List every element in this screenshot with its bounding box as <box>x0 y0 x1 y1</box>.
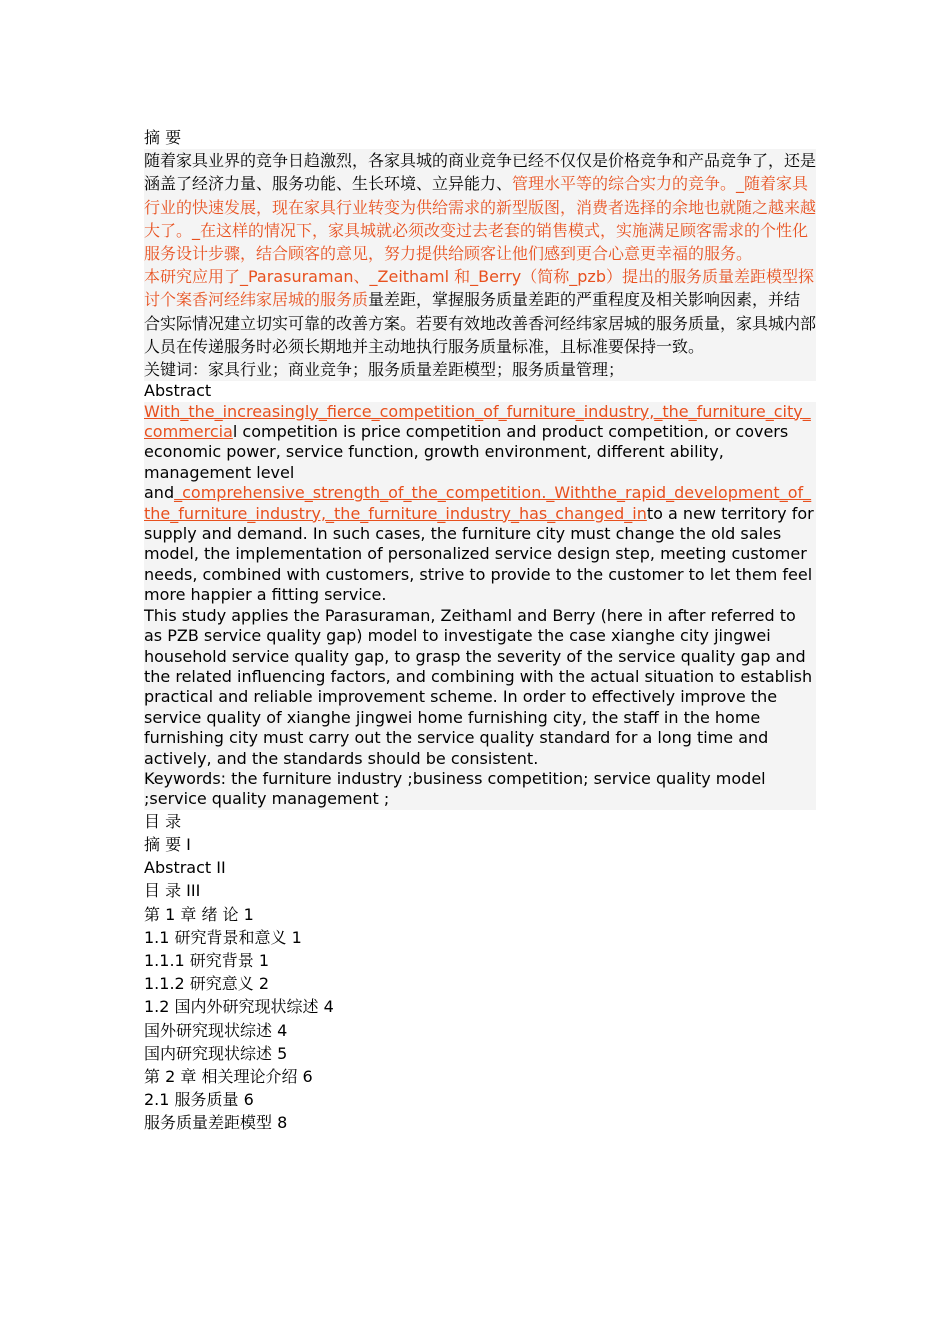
abstract-en-p1-text-2: to a new territory for supply and demand. In such cases, the furniture city must change the old sales model, the implementation of personalized service design step, meeting customer needs, combined with customers, strive to provide to the customer to let them feel more happier a fitting service. <box>144 503 814 605</box>
toc-item[interactable]: 1.1.1 研究背景 1 <box>144 950 270 970</box>
toc-heading: 目 录 <box>144 811 182 831</box>
abstract-en-heading: Abstract <box>144 381 212 401</box>
toc-item[interactable]: 1.1.2 研究意义 2 <box>144 974 270 994</box>
toc-item[interactable]: 国内研究现状综述 5 <box>144 1043 288 1063</box>
abstract-en-p1-and: and <box>144 483 175 503</box>
document-page <box>144 126 816 1135</box>
toc-item[interactable]: 1.1 研究背景和意义 1 <box>144 927 302 947</box>
toc-item[interactable]: 第 1 章 绪 论 1 <box>144 904 254 924</box>
abstract-cn-paragraph-2 <box>144 265 816 358</box>
toc-item[interactable]: 第 2 章 相关理论介绍 6 <box>144 1067 313 1086</box>
toc-item[interactable]: 1.2 国内外研究现状综述 4 <box>144 997 334 1017</box>
abstract-en-paragraph-2: This study applies the Parasuraman, Zeithaml and Berry (here in after referred to as PZB service quality gap) model to investigate the case xianghe city jingwei household service quality gap, to grasp the severity of the service quality gap and the related influencing factors, and combining with the actual situation to establish practical and reliable improvement scheme. In order to effectively improve the service quality of xianghe jingwei home furnishing city, the staff in the home furnishing city must carry out the service quality standard for a long time and actively, and the standards should be consistent. <box>144 606 816 769</box>
abstract-en-keywords: Keywords: the furniture industry ;business competition; service quality model ;service quality management ; <box>144 769 816 810</box>
toc-item[interactable]: 2.1 服务质量 6 <box>144 1090 254 1110</box>
toc-item[interactable]: Abstract II <box>144 858 226 878</box>
toc-item[interactable]: 摘 要 I <box>144 834 191 854</box>
abstract-cn-p1-text: 随着家具业界的竞争日趋激烈，各家具城的商业竞争已经不仅仅是价格竞争和产品竞争了，还是涵盖了经济力量、服务功能、生长环境、立异能力、 <box>144 151 817 194</box>
abstract-cn-keywords: 关键词：家具行业；商业竞争；服务质量差距模型；服务质量管理； <box>144 358 816 381</box>
abstract-en-p1-text: l competition is price competition and product competition, or covers economic power, service function, growth environment, different ability, management level <box>144 422 789 482</box>
abstract-cn-heading: 摘 要 <box>144 128 182 147</box>
abstract-cn-paragraph-1 <box>144 149 816 265</box>
toc-item[interactable]: 国外研究现状综述 4 <box>144 1020 288 1040</box>
abstract-cn-p2-text: 量差距，掌握服务质量差距的严重程度及相关影响因素，并结合实际情况建立切实可靠的改善方案。若要有效地改善香河经纬家居城的服务质量，家具城内部人员在传递服务时必须长期地并主动地执行服务质量标准，且标准要保持一致。 <box>144 290 817 356</box>
abstract-en-p1-highlight-2: _comprehensive_strength_of_the_competition._Withthe_rapid_development_of_the_furniture_industry,_the_furniture_industry_has_changed_in <box>144 483 812 523</box>
abstract-cn-p1-highlight: 管理水平等的综合实力的竞争。_随着家具行业的快速发展，现在家具行业转变为供给需求的新型版图，消费者选择的余地也就随之越来越大了。_在这样的情况下，家具城就必须改变过去老套的销售模式，实施满足顾客需求的个性化服务设计步骤，结合顾客的意见，努力提供给顾客让他们感到更合心意更幸福的服务。 <box>144 174 817 264</box>
table-of-contents <box>144 810 816 1135</box>
toc-item[interactable]: 服务质量差距模型 8 <box>144 1113 288 1133</box>
abstract-en-paragraph-1 <box>144 402 816 606</box>
abstract-en-p1-highlight: With_the_increasingly_fierce_competition_of_furniture_industry,_the_furniture_city_commercia <box>144 401 811 442</box>
abstract-cn-p2-highlight: 本研究应用了_Parasuraman、_Zeithaml 和_Berry（简称_pzb）提出的服务质量差距模型探讨个案香河经纬家居城的服务质 <box>144 267 814 310</box>
toc-item[interactable]: 目 录 III <box>144 881 201 901</box>
